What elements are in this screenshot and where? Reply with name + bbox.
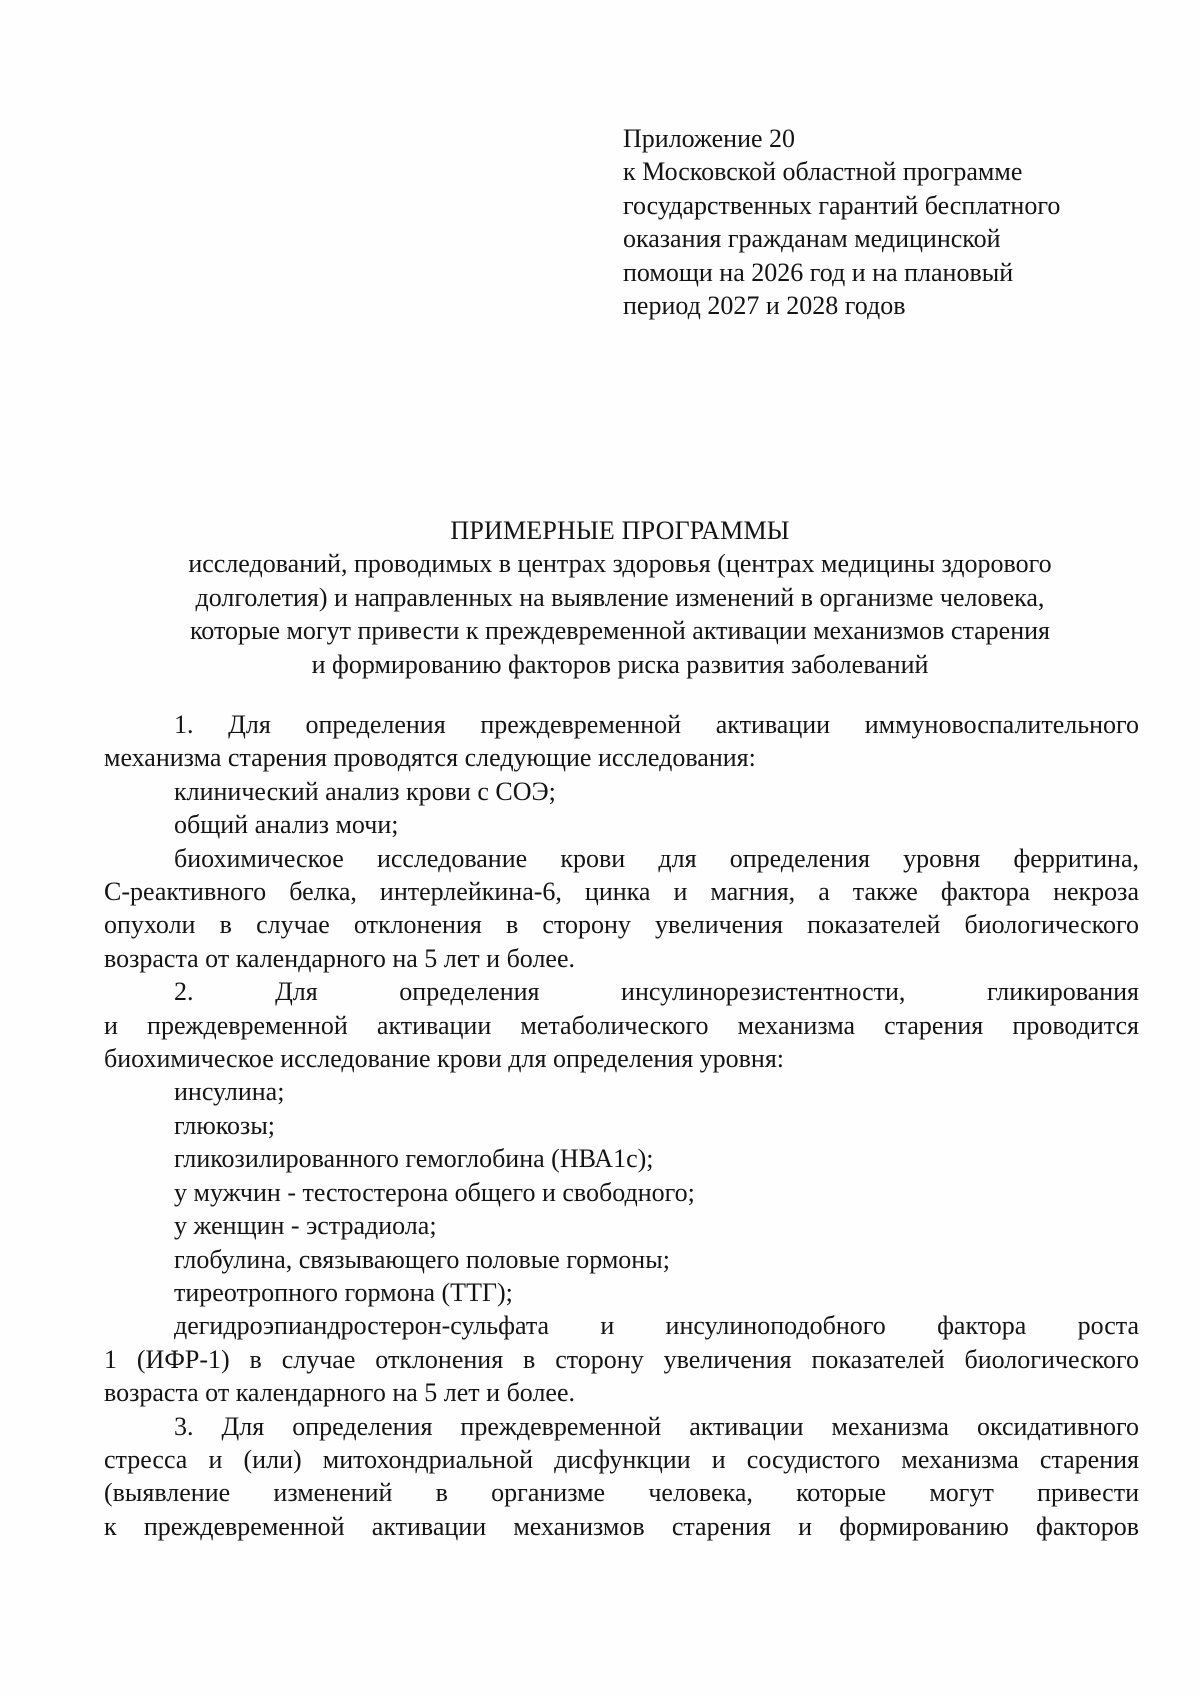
section-1-bio-line: биохимическое исследование крови для определения уровня ферритина, <box>174 843 1139 873</box>
annex-header <box>623 122 1143 322</box>
section-3-line: 3. Для определения преждевременной активации механизма оксидативного <box>174 1411 1139 1441</box>
document-title <box>100 514 1140 681</box>
list-item: общий анализ мочи; <box>174 810 399 840</box>
section-2-intro-line: 2. Для определения инсулинорезистентности, гликирования <box>174 977 1139 1007</box>
annex-line: оказания гражданам медицинской <box>623 224 1001 254</box>
title-subline: исследований, проводимых в центрах здоровья (центрах медицины здорового <box>188 549 1052 579</box>
section-2-last-line: дегидроэпиандростерон-сульфата и инсулиноподобного фактора роста <box>174 1311 1139 1341</box>
section-2-last-line: 1 (ИФР-1) в случае отклонения в сторону увеличения показателей биологического <box>104 1344 1139 1374</box>
annex-line: к Московской областной программе <box>623 157 1023 187</box>
annex-line: помощи на 2026 год и на плановый <box>623 257 1014 287</box>
list-item: у женщин - эстрадиола; <box>174 1211 437 1241</box>
title-subline: которые могут привести к преждевременной активации механизмов старения <box>189 616 1051 646</box>
list-item: у мужчин - тестостерона общего и свободного; <box>174 1177 695 1207</box>
annex-line: Приложение 20 <box>623 124 796 153</box>
section-3-line: (выявление изменений в организме человека, которые могут привести <box>104 1478 1139 1508</box>
section-2-last-line: возраста от календарного на 5 лет и более. <box>104 1378 576 1408</box>
document-body <box>104 708 1139 1543</box>
section-3-line: к преждевременной активации механизмов старения и формированию факторов <box>104 1511 1139 1541</box>
section-1-bio-line: С-реактивного белка, интерлейкина-6, цинка и магния, а также фактора некроза <box>104 877 1139 907</box>
list-item: клинический анализ крови с СОЭ; <box>174 776 556 806</box>
section-1-intro-line: механизма старения проводятся следующие исследования: <box>104 743 756 773</box>
list-item: глюкозы; <box>174 1110 276 1140</box>
annex-line: период 2027 и 2028 годов <box>623 291 906 321</box>
list-item: тиреотропного гормона (ТТГ); <box>174 1277 513 1307</box>
title-subline: и формированию факторов риска развития заболеваний <box>311 649 929 679</box>
title-heading: ПРИМЕРНЫЕ ПРОГРАММЫ <box>450 516 790 545</box>
list-item: глобулина, связывающего половые гормоны; <box>174 1244 670 1274</box>
section-3-line: стресса и (или) митохондриальной дисфункции и сосудистого механизма старения <box>104 1444 1139 1474</box>
section-2-intro-line: биохимическое исследование крови для определения уровня: <box>104 1044 785 1074</box>
section-2-intro-line: и преждевременной активации метаболического механизма старения проводится <box>104 1010 1139 1040</box>
section-1-intro-line: 1. Для определения преждевременной активации иммуновоспалительного <box>174 710 1139 739</box>
list-item: гликозилированного гемоглобина (НВА1с); <box>174 1144 654 1174</box>
annex-line: государственных гарантий бесплатного <box>623 190 1061 220</box>
title-subline: долголетия) и направленных на выявление изменений в организме человека, <box>195 582 1045 612</box>
list-item: инсулина; <box>174 1077 285 1107</box>
section-1-bio-line: опухоли в случае отклонения в сторону увеличения показателей биологического <box>104 910 1139 940</box>
section-1-bio-line: возраста от календарного на 5 лет и более. <box>104 943 576 973</box>
